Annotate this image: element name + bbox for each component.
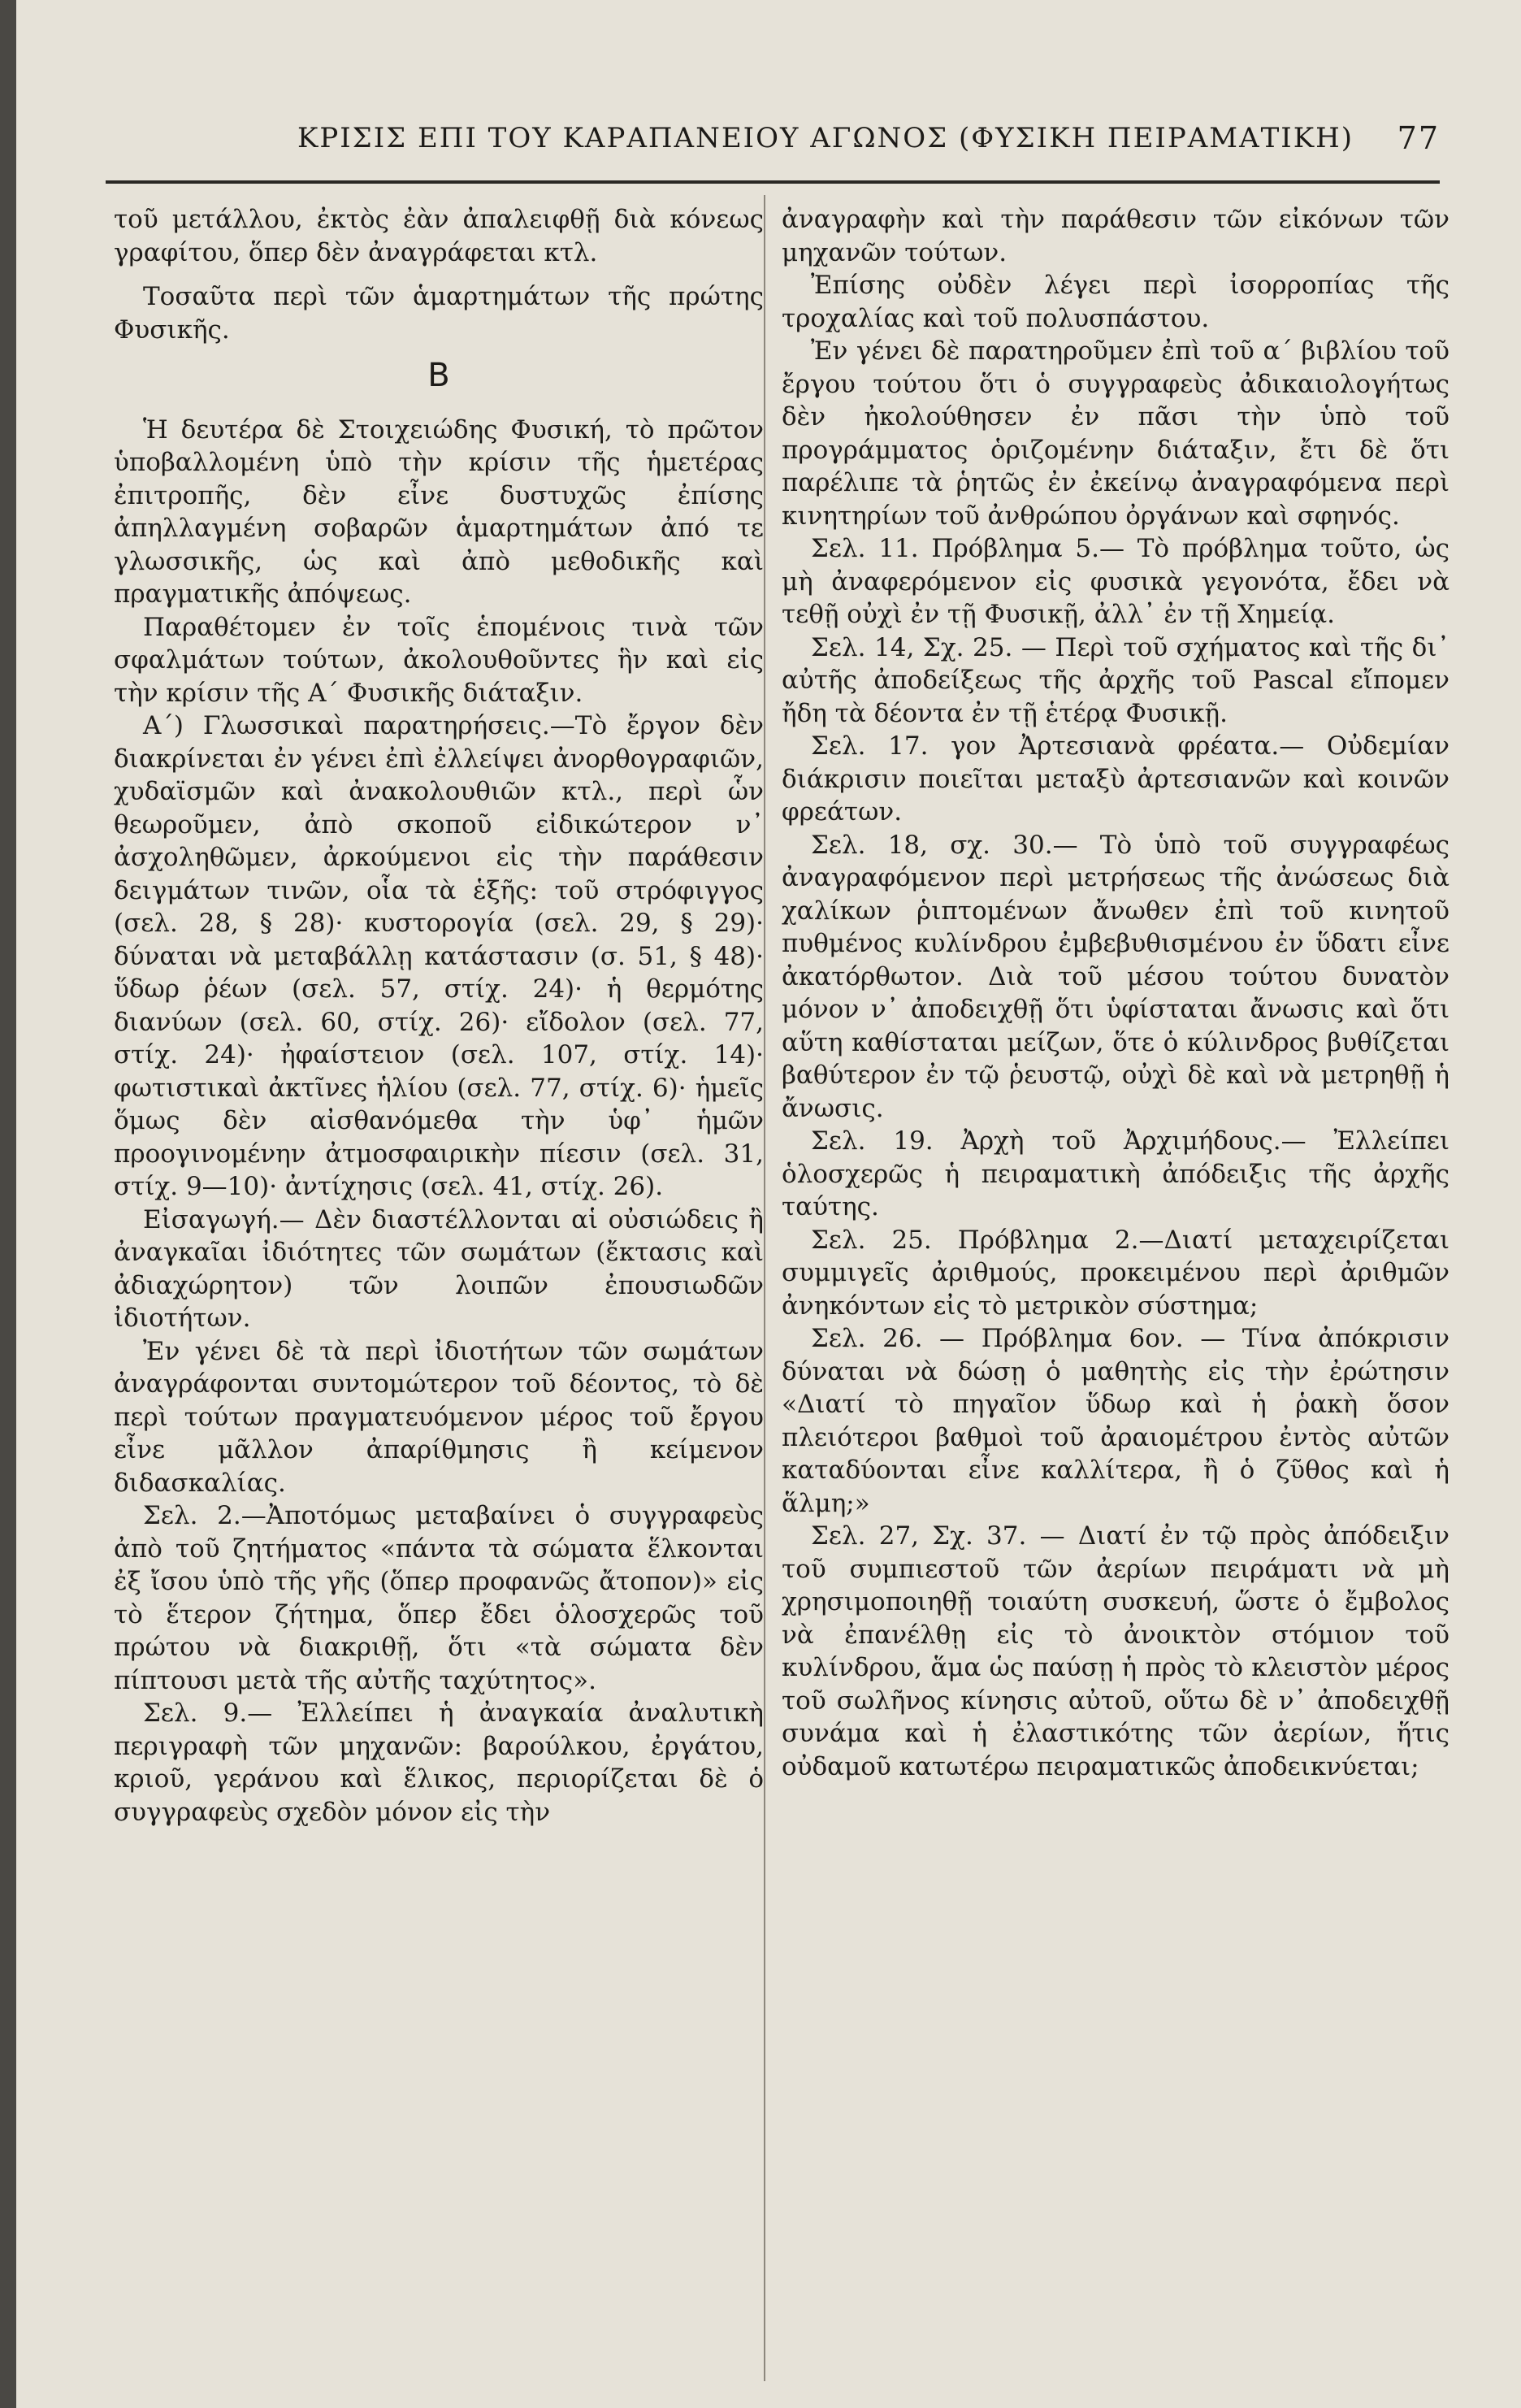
left-column [114, 203, 764, 1829]
right-column [782, 203, 1450, 1783]
paragraph: Σελ. 2.—Ἀποτόμως μεταβαίνει ὁ συγγραφεὺς ἀπὸ τοῦ ζητήματος «πάντα τὰ σώματα ἕλκονται ἐξ ἴσου ὑπὸ τῆς γῆς (ὅπερ προφανῶς ἄτοπον)» εἰς τὸ ἕτερον ζήτημα, ὅπερ ἔδει ὁλοσχερῶς τοῦ πρώτου νὰ διακριθῇ, ὅτι «τὰ σώματα δὲν πίπτουσι μετὰ τῆς αὐτῆς ταχύτητος». [114, 1501, 764, 1695]
paragraph: Ἐν γένει δὲ παρατηροῦμεν ἐπὶ τοῦ α΄ βιβλίου τοῦ ἔργου τούτου ὅτι ὁ συγγραφεὺς ἀδικαιολογήτως δὲν ἠκολούθησεν ἐν πᾶσι τὴν ὑπὸ τοῦ προγράμματος ὁριζομένην διάταξιν, ἔτι δὲ ὅτι παρέλιπε τὰ ῥητῶς ἐν ἐκείνῳ ἀναγραφόμενα περὶ κινητηρίων τοῦ ἀνθρώπου ὀργάνων καὶ σφηνός. [782, 336, 1450, 531]
paragraph: Εἰσαγωγή.— Δὲν διαστέλλονται αἱ οὐσιώδεις ἢ ἀναγκαῖαι ἰδιότητες τῶν σωμάτων (ἔκτασις καὶ ἀδιαχώρητον) τῶν λοιπῶν ἐπουσιωδῶν ἰδιοτήτων. [114, 1204, 764, 1333]
paragraph: Α΄) Γλωσσικαὶ παρατηρήσεις.—Τὸ ἔργον δὲν διακρίνεται ἐν γένει ἐπὶ ἐλλείψει ἀνορθογραφιῶν, χυδαϊσμῶν καὶ ἀνακολουθιῶν κτλ., περὶ ὧν θεωροῦμεν, ἀπὸ σκοποῦ εἰδικώτερον ν᾽ ἀσχοληθῶμεν, ἀρκούμενοι εἰς τὴν παράθεσιν δειγμάτων τινῶν, οἷα τὰ ἑξῆς: τοῦ στρόφιγγος (σελ. 28, § 28)· κυστορογία (σελ. 29, § 29)· δύναται νὰ μεταβάλλῃ κατάστασιν (σ. 51, § 48)· ὕδωρ ῥέων (σελ. 57, στίχ. 24)· ἡ θερμότης διανύων (σελ. 60, στίχ. 26)· εἴδολον (σελ. 77, στίχ. 24)· ἠφαίστειον (σελ. 107, στίχ. 14)· φωτιστικαὶ ἀκτῖνες ἡλίου (σελ. 77, στίχ. 6)· ἡμεῖς ὅμως δὲν αἰσθανόμεθα τὴν ὑφ᾽ ἡμῶν προογινομένην ἀτμοσφαιρικὴν πίεσιν (σελ. 31, στίχ. 9—10)· ἀντίχησις (σελ. 41, στίχ. 26). [114, 711, 764, 1201]
paragraph: Σελ. 19. Ἀρχὴ τοῦ Ἀρχιμήδους.— Ἐλλείπει ὁλοσχερῶς ἡ πειραματικὴ ἀπόδειξις τῆς ἀρχῆς ταύτης. [782, 1126, 1450, 1221]
paragraph: Παραθέτομεν ἐν τοῖς ἑπομένοις τινὰ τῶν σφαλμάτων τούτων, ἀκολουθοῦντες ἣν καὶ εἰς τὴν κρίσιν τῆς Α΄ Φυσικῆς διάταξιν. [114, 612, 764, 708]
paragraph: Ἐν γένει δὲ τὰ περὶ ἰδιοτήτων τῶν σωμάτων ἀναγράφονται συντομώτερον τοῦ δέοντος, τὸ δὲ περὶ τούτων πραγματευόμενον μέρος τοῦ ἔργου εἶνε μᾶλλον ἀπαρίθμησις ἢ κείμενον διδασκαλίας. [114, 1336, 764, 1498]
paragraph: Σελ. 14, Σχ. 25. — Περὶ τοῦ σχήματος καὶ τῆς δι᾽ αὐτῆς ἀποδείξεως τῆς ἀρχῆς τοῦ Pascal εἴπομεν ἤδη τὰ δέοντα ἐν τῇ ἑτέρᾳ Φυσικῇ. [782, 632, 1450, 728]
paragraph: Σελ. 17. γον Ἀρτεσιανὰ φρέατα.— Οὐδεμίαν διάκρισιν ποιεῖται μεταξὺ ἀρτεσιανῶν καὶ κοινῶν φρεάτων. [782, 731, 1450, 827]
paragraph: Σελ. 27, Σχ. 37. — Διατί ἐν τῷ πρὸς ἀπόδειξιν τοῦ συμπιεστοῦ τῶν ἀερίων πειράματι νὰ μὴ χρησιμοποιηθῇ τοιαύτη συσκευή, ὥστε ὁ ἔμβολος νὰ ἐπανέλθῃ εἰς τὸ ἀνοικτὸν στόμιον τοῦ κυλίνδρου, ἅμα ὡς παύσῃ ἡ πρὸς τὸ κλειστὸν μέρος τοῦ σωλῆνος κίνησις αὐτοῦ, οὕτω δὲ ν᾽ ἀποδειχθῇ συνάμα καὶ ἡ ἐλαστικότης τῶν ἀερίων, ἥτις οὐδαμοῦ κατωτέρω πειραματικῶς ἀποδεικνύεται; [782, 1521, 1450, 1781]
paragraph: Τοσαῦτα περὶ τῶν ἁμαρτημάτων τῆς πρώτης Φυσικῆς. [114, 282, 764, 345]
paragraph: Ἡ δευτέρα δὲ Στοιχειώδης Φυσική, τὸ πρῶτον ὑποβαλλομένη ὑπὸ τὴν κρίσιν τῆς ἡμετέρας ἐπιτροπῆς, δὲν εἶνε δυστυχῶς ἐπίσης ἀπηλλαγμένη σοβαρῶν ἁμαρτημάτων ἀπό τε γλωσσικῆς, ὡς καὶ ἀπὸ μεθοδικῆς καὶ πραγματικῆς ἀπόψεως. [114, 414, 764, 609]
paragraph: Ἐπίσης οὐδὲν λέγει περὶ ἰσορροπίας τῆς τροχαλίας καὶ τοῦ πολυσπάστου. [782, 271, 1450, 333]
paragraph: Σελ. 9.— Ἐλλείπει ἡ ἀναγκαία ἀναλυτικὴ περιγραφὴ τῶν μηχανῶν: βαρούλκου, ἐργάτου, κριοῦ, γεράνου καὶ ἕλικος, περιορίζεται δὲ ὁ συγγραφεὺς σχεδὸν μόνον εἰς τὴν [114, 1699, 764, 1827]
paragraph: τοῦ μετάλλου, ἐκτὸς ἐὰν ἀπαλειφθῇ διὰ κόνεως γραφίτου, ὅπερ δὲν ἀναγράφεται κτλ. [114, 205, 764, 267]
paragraph: Σελ. 11. Πρόβλημα 5.— Τὸ πρόβλημα τοῦτο, ὡς μὴ ἀναφερόμενον εἰς φυσικὰ γεγονότα, ἔδει νὰ τεθῇ οὐχὶ ἐν τῇ Φυσικῇ, ἀλλ᾽ ἐν τῇ Χημείᾳ. [782, 534, 1450, 629]
paragraph: Σελ. 25. Πρόβλημα 2.—Διατί μεταχειρίζεται συμμιγεῖς ἀριθμούς, προκειμένου περὶ ἀριθμῶν ἀνηκόντων εἰς τὸ μετρικὸν σύστημα; [782, 1225, 1450, 1321]
page-binding-edge [0, 0, 16, 2408]
column-divider [764, 195, 765, 2381]
running-header [211, 114, 1440, 163]
paragraph: ἀναγραφὴν καὶ τὴν παράθεσιν τῶν εἰκόνων τῶν μηχανῶν τούτων. [782, 205, 1450, 267]
paragraph: Σελ. 26. — Πρόβλημα 6ον. — Τίνα ἀπόκρισιν δύναται νὰ δώσῃ ὁ μαθητὴς εἰς τὴν ἐρώτησιν «Διατί τὸ πηγαῖον ὕδωρ καὶ ἡ ῥακὴ ὅσον πλειότεροι βαθμοὶ τοῦ ἀραιομέτρου ἐντὸς αὐτῶν καταδύονται εἶνε καλλίτερα, ἢ ὁ ζῦθος καὶ ἡ ἅλμη;» [782, 1324, 1450, 1518]
page-number: 77 [1397, 120, 1440, 156]
paragraph: Σελ. 18, σχ. 30.— Τὸ ὑπὸ τοῦ συγγραφέως ἀναγραφόμενον περὶ μετρήσεως τῆς ἀνώσεως διὰ χαλίκων ῥιπτομένων ἄνωθεν ἐπὶ τοῦ κινητοῦ πυθμένος κυλίνδρου ἐμβεβυθισμένου ἐν ὕδατι εἶνε ἀκατόρθωτον. Διὰ τοῦ μέσου τούτου δυνατὸν μόνον ν᾽ ἀποδειχθῇ ὅτι ὑφίσταται ἄνωσις καὶ ὅτι αὕτη καθίσταται μείζων, ὅτε ὁ κύλινδρος βυθίζεται βαθύτερον ἐν τῷ ῥευστῷ, οὐχὶ δὲ καὶ νὰ μετρηθῇ ἡ ἄνωσις. [782, 830, 1450, 1123]
section-heading: Β [427, 357, 450, 394]
header-rule [106, 180, 1440, 184]
running-title: ΚΡΙΣΙΣ ΕΠΙ ΤΟΥ ΚΑΡΑΠΑΝΕΙΟΥ ΑΓΩΝΟΣ (ΦΥΣΙΚΗ ΠΕΙΡΑΜΑΤΙΚΗ) [297, 122, 1354, 154]
